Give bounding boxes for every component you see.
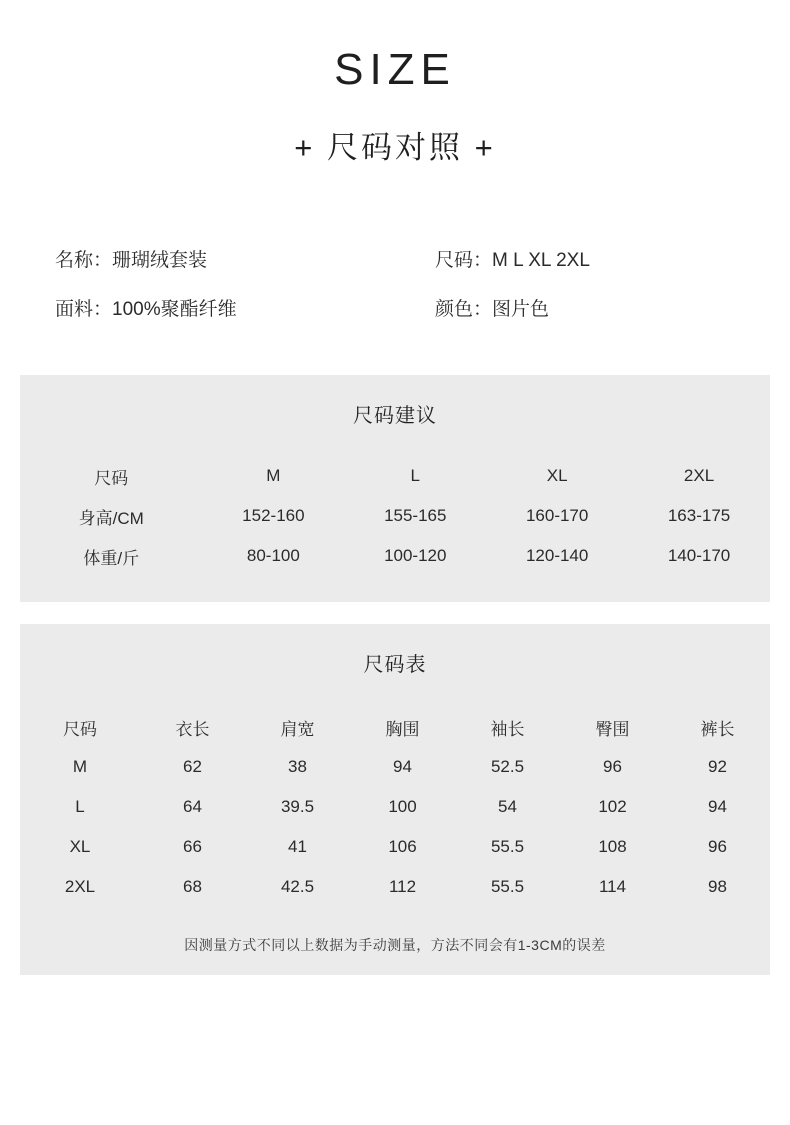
- size-row-label-l: L: [75, 797, 85, 817]
- size-col-6: 裤长: [700, 719, 735, 739]
- meta-label-sizes: 尺码：: [435, 250, 493, 272]
- meta-value-fabric: 100%聚酯纤维: [112, 299, 237, 321]
- meta-item-sizes: [435, 245, 735, 272]
- size-col-1: 衣长: [175, 719, 210, 739]
- size-cell-l-sleeve: 54: [498, 797, 517, 817]
- size-cell-xl-length: 66: [183, 837, 202, 857]
- advice-col-3: XL: [546, 466, 568, 486]
- size-cell-2xl-bust: 112: [388, 877, 417, 897]
- advice-row-label-height: 身高/CM: [78, 508, 144, 528]
- advice-col-0: 尺码: [94, 468, 129, 488]
- size-col-0: 尺码: [63, 719, 97, 739]
- meta-label-fabric: 面料：: [55, 299, 113, 321]
- size-advice-panel: [20, 375, 770, 602]
- size-measurements-panel: [20, 624, 770, 975]
- size-cell-m-sleeve: 52.5: [490, 757, 525, 777]
- size-cell-m-bust: 94: [393, 757, 412, 777]
- size-cell-xl-sleeve: 55.5: [490, 837, 525, 857]
- advice-cell-weight-m: 80-100: [246, 546, 300, 566]
- advice-cell-height-2xl: 163-175: [667, 506, 731, 526]
- table-row: [20, 827, 770, 867]
- size-row-label-xl: XL: [69, 837, 91, 857]
- size-cell-xl-bust: 106: [388, 837, 417, 857]
- size-cell-m-pants: 92: [708, 757, 727, 777]
- size-cell-xl-pants: 96: [708, 837, 727, 857]
- advice-col-2: L: [410, 466, 420, 486]
- meta-value-name: 珊瑚绒套装: [112, 250, 208, 272]
- table-row: [20, 536, 770, 576]
- size-cell-2xl-hip: 114: [598, 877, 627, 897]
- size-row-label-2xl: 2XL: [64, 877, 96, 897]
- size-cell-m-hip: 96: [603, 757, 622, 777]
- meta-label-name: 名称：: [55, 250, 113, 272]
- advice-cell-height-l: 155-165: [384, 506, 447, 526]
- size-cell-xl-shoulder: 41: [288, 837, 307, 857]
- size-cell-l-bust: 100: [388, 797, 417, 817]
- size-measurements-table: [20, 707, 770, 907]
- meta-value-sizes: M L XL 2XL: [492, 250, 590, 272]
- advice-row-label-weight: 体重/斤: [83, 548, 140, 568]
- page-title: SIZE: [334, 45, 456, 94]
- size-cell-2xl-length: 68: [183, 877, 202, 897]
- size-col-5: 臀围: [595, 719, 630, 739]
- table-row: [20, 867, 770, 907]
- advice-cell-weight-l: 100-120: [384, 546, 447, 566]
- advice-cell-weight-2xl: 140-170: [667, 546, 731, 566]
- advice-cell-height-xl: 160-170: [525, 506, 589, 526]
- meta-label-color: 颜色：: [435, 299, 493, 321]
- page-subtitle: + 尺码对照 +: [294, 130, 496, 166]
- table-row: [20, 496, 770, 536]
- size-advice-table: [20, 456, 770, 576]
- table-header-row: [20, 707, 770, 747]
- size-cell-l-length: 64: [183, 797, 202, 817]
- advice-col-4: 2XL: [683, 466, 715, 486]
- table-row: [20, 787, 770, 827]
- size-cell-2xl-pants: 98: [708, 877, 727, 897]
- size-cell-m-length: 62: [183, 757, 202, 777]
- size-cell-l-pants: 94: [708, 797, 727, 817]
- table-row: [20, 747, 770, 787]
- size-cell-l-hip: 102: [598, 797, 627, 817]
- product-meta: [55, 167, 735, 321]
- meta-item-color: [435, 294, 735, 321]
- table-header-row: [20, 456, 770, 496]
- advice-cell-height-m: 152-160: [242, 506, 305, 526]
- measurement-note: 因测量方式不同以上数据为手动测量，方法不同会有1-3CM的误差: [184, 937, 606, 954]
- size-advice-heading: 尺码建议: [353, 405, 437, 428]
- size-table-heading: 尺码表: [363, 654, 427, 677]
- meta-item-fabric: [55, 294, 435, 321]
- size-row-label-m: M: [72, 757, 88, 777]
- meta-value-color: 图片色: [492, 299, 550, 321]
- size-cell-xl-hip: 108: [598, 837, 627, 857]
- size-cell-l-shoulder: 39.5: [280, 797, 315, 817]
- advice-cell-weight-xl: 120-140: [525, 546, 589, 566]
- size-cell-m-shoulder: 38: [288, 757, 307, 777]
- size-cell-2xl-shoulder: 42.5: [280, 877, 315, 897]
- meta-item-name: [55, 245, 435, 272]
- advice-col-1: M: [266, 466, 281, 486]
- size-cell-2xl-sleeve: 55.5: [490, 877, 525, 897]
- size-col-3: 胸围: [385, 719, 420, 739]
- size-col-2: 肩宽: [280, 719, 315, 739]
- size-col-4: 袖长: [490, 719, 525, 739]
